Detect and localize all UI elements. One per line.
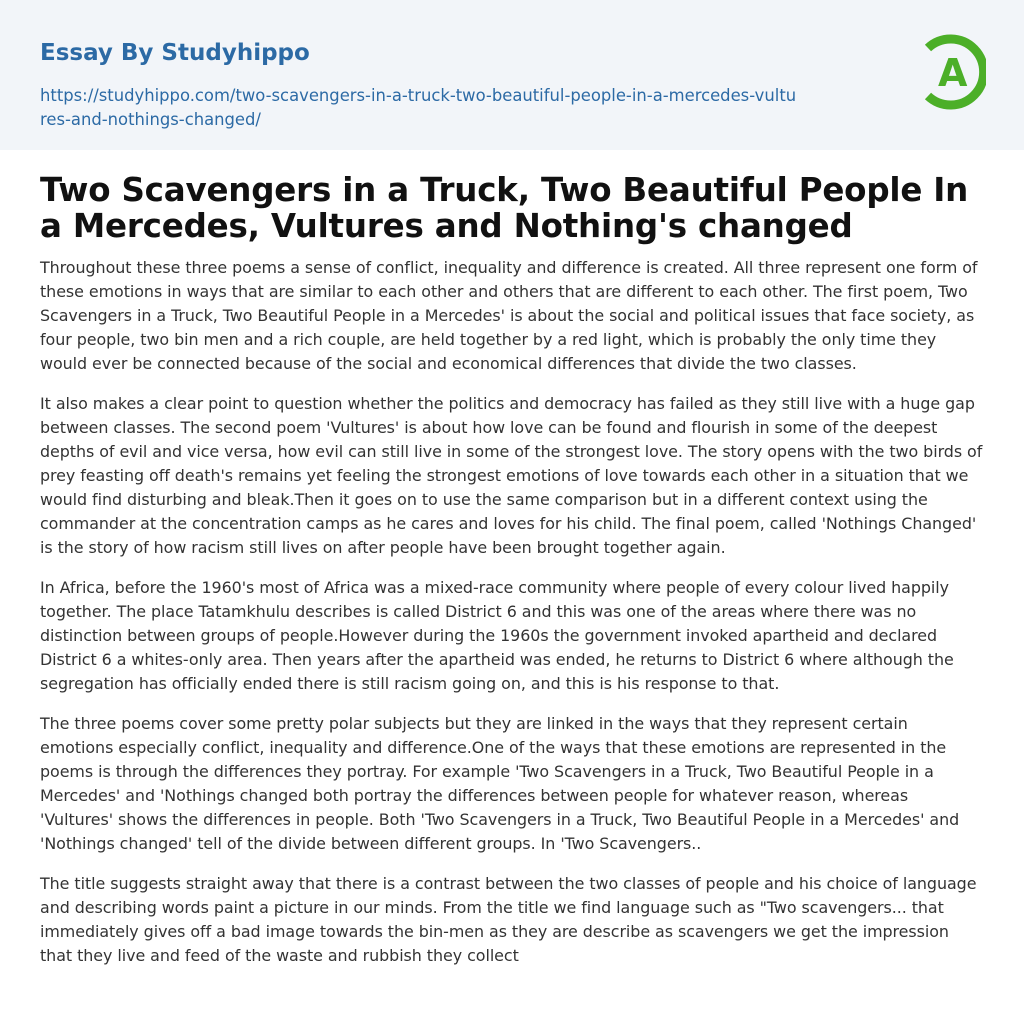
essay-paragraph: In Africa, before the 1960's most of Africa was a mixed-race community where people of every colour lived happily together. The place Tatamkhulu describes is called District 6 and this was one of the areas where there was no distinction between groups of people.However during the 1960s the government invoked apartheid and declared District 6 a whites-only area. Then years after the apartheid was ended, he returns to District 6 where although the segregation has officially ended there is still racism going on, and this is his response to that.	[40, 578, 954, 693]
studyhippo-logo-icon[interactable]	[914, 30, 986, 114]
essay-paragraph: Throughout these three poems a sense of conflict, inequality and difference is created. All three represent one form of these emotions in ways that are similar to each other and others that are different to each other. The first poem, Two Scavengers in a Truck, Two Beautiful People in a Mercedes' is about the social and political issues that face society, as four people, two bin men and a rich couple, are held together by a red light, which is probably the only time they would ever be connected because of the social and economical differences that divide the two classes.	[40, 258, 978, 373]
logo-letter: A	[938, 51, 968, 95]
site-header	[0, 0, 1024, 150]
essay-paragraph: The three poems cover some pretty polar subjects but they are linked in the ways that they represent certain emotions especially conflict, inequality and difference.One of the ways that these emotions are represented in the poems is through the differences they portray. For example 'Two Scavengers in a Truck, Two Beautiful People in a Mercedes' and 'Nothings changed both portray the differences between people for whatever reason, whereas 'Vultures' shows the differences in people. Both 'Two Scavengers in a Truck, Two Beautiful People in a Mercedes' and 'Nothings changed' tell of the divide between different groups. In 'Two Scavengers..	[40, 714, 960, 853]
article	[0, 150, 1024, 968]
essay-paragraph: It also makes a clear point to question whether the politics and democracy has failed as they still live with a huge gap between classes. The second poem 'Vultures' is about how love can be found and flourish in some of the deepest depths of evil and vice versa, how evil can still live in some of the strongest love. The story opens with the two birds of prey feasting off death's remains yet feeling the strongest emotions of love towards each other in a situation that we would find disturbing and bleak.Then it goes on to use the same comparison but in a different context using the commander at the concentration camps as he cares and loves for his child. The final poem, called 'Nothings Changed' is the story of how racism still lives on after people have been brought together again.	[40, 394, 983, 557]
essay-paragraph: The title suggests straight away that there is a contrast between the two classes of people and his choice of language and describing words paint a picture in our minds. From the title we find language such as "Two scavengers... that immediately gives off a bad image towards the bin-men as they are describe as scavengers we get the impression that they live and feed of the waste and rubbish they collect	[40, 874, 977, 965]
source-url-link[interactable]: https://studyhippo.com/two-scavengers-in-a-truck-two-beautiful-people-in-a-mercedes-vultures-and-nothings-changed/	[40, 86, 797, 129]
site-brand[interactable]: Essay By Studyhippo	[40, 40, 310, 66]
essay-title: Two Scavengers in a Truck, Two Beautiful People In a Mercedes, Vultures and Nothing's changed	[40, 171, 969, 245]
